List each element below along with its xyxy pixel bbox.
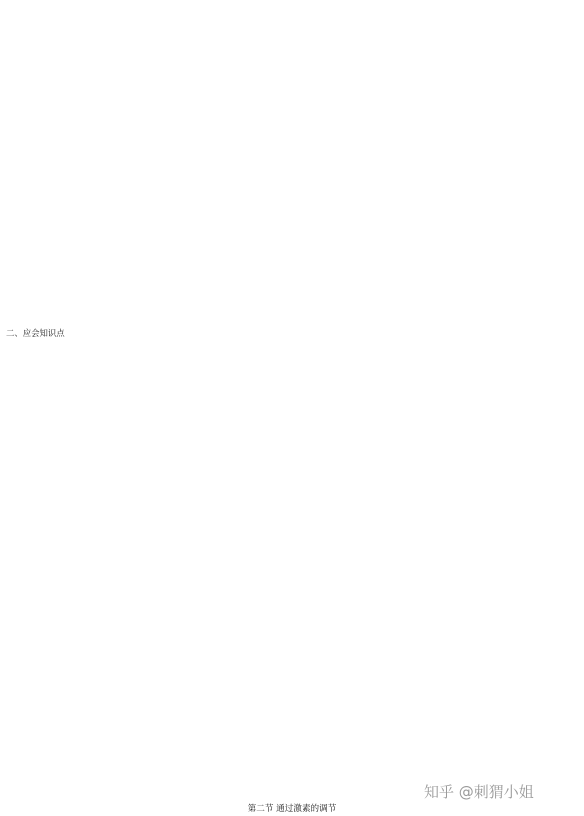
section-footer-heading: 第二节 通过激素的调节 [247,804,337,814]
section-heading: 二、应会知识点 [6,328,65,338]
watermark: 知乎 @刺猬小姐 [424,783,534,801]
